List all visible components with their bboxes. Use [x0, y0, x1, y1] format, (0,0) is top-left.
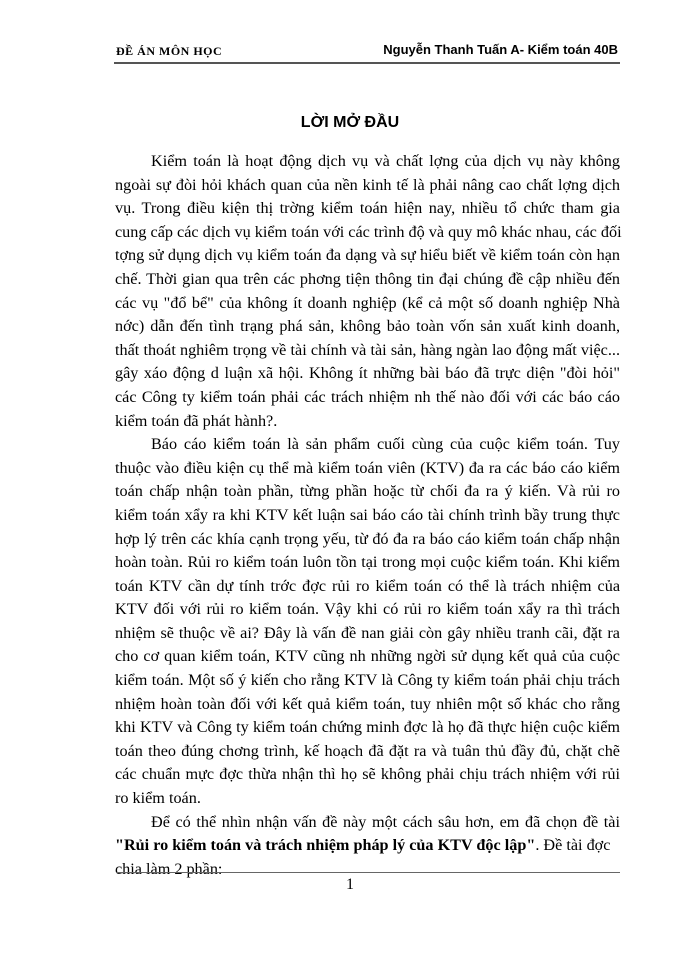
- text-line: chia làm 2 phần:: [115, 859, 223, 878]
- paragraphs: [115, 150, 620, 811]
- text-line: [115, 834, 620, 858]
- text-line: ngoài sự đòi hỏi khách quan của nền kinh tế là phải nâng cao chất lợng dịch: [115, 175, 620, 194]
- text-line: các Công ty kiểm toán phải các trách nhiệm nh thế nào đối với các báo cáo: [115, 387, 620, 406]
- text-line: thuộc vào điều kiện cụ thể mà kiểm toán viên (KTV) đa ra các báo cáo kiểm: [115, 458, 620, 477]
- text-line: cho cơ quan kiểm toán, KTV cũng nh những ngời sử dụng kết quả của cuộc: [115, 647, 620, 666]
- text-line: các vụ "đổ bể" của không ít doanh nghiệp (kể cả một số doanh nghiệp Nhà: [115, 293, 620, 312]
- text-line: khi KTV và Công ty kiểm toán chứng minh đợc là họ đã thực hiện cuộc kiểm: [115, 718, 620, 737]
- page-number: 1: [346, 876, 354, 893]
- text-line: KTV đối với rủi ro kiểm toán. Vậy khi có rủi ro kiểm toán xẩy ra thì trách: [115, 600, 620, 619]
- text-line: tợng sử dụng dịch vụ kiểm toán đa dạng và sự hiểu biết về kiểm toán còn hạn: [115, 246, 620, 265]
- paragraph-intro-topic: [115, 811, 620, 882]
- header-doc-type: ĐỀ ÁN MÔN HỌC: [116, 44, 223, 58]
- topic-title: "Rủi ro kiểm toán và trách nhiệm pháp lý của KTV độc lập": [115, 836, 536, 855]
- footer-divider: [116, 872, 620, 873]
- text-line: cung cấp các dịch vụ kiểm toán với các trình độ và quy mô khác nhau, các đối: [115, 222, 622, 241]
- text-line: Báo cáo kiểm toán là sản phẩm cuối cùng của cuộc kiểm toán. Tuy: [151, 435, 620, 454]
- document-body: [115, 150, 620, 881]
- paragraph: [115, 150, 620, 433]
- text-line: vụ. Trong điều kiện thị trờng kiểm toán hiện nay, nhiều tổ chức tham gia: [115, 199, 620, 218]
- text-line: thất thoát nghiêm trọng về tài chính và tài sản, hàng ngàn lao động mất việc...: [115, 340, 620, 359]
- paragraph: [115, 433, 620, 811]
- text-line: kiểm toán xẩy ra khi KTV kết luận sai báo cáo tài chính trình bầy trung thực: [115, 505, 620, 524]
- text-line: nớc) dẫn đến tình trạng phá sản, không bảo toàn vốn sản xuất kinh doanh,: [115, 317, 620, 336]
- text-line: nhiệm hoàn toàn đối với kết quả kiểm toán, tuy nhiên một số khác cho rằng: [115, 694, 620, 713]
- text-line: các chuẩn mực đợc thừa nhận thì họ sẽ không phải chịu trách nhiệm với rủi: [115, 765, 620, 784]
- text-line: toán KTV cần dự tính trớc đợc rủi ro kiểm toán có thể là trách nhiệm của: [115, 576, 620, 595]
- page-title: LỜI MỞ ĐẦU: [300, 114, 400, 131]
- text-line: Để có thể nhìn nhận vấn đề này một cách sâu hơn, em đã chọn đề tài: [151, 812, 620, 831]
- header-divider: [114, 62, 620, 64]
- text-line: toán chấp nhận toàn phần, từng phần hoặc từ chối đa ra ý kiến. Và rủi ro: [115, 482, 620, 501]
- header-author: Nguyễn Thanh Tuấn A- Kiểm toán 40B: [383, 42, 618, 57]
- text-fragment: . Đề tài đợc: [535, 836, 611, 855]
- text-line: nhiệm sẽ thuộc về ai? Đây là vấn đề nan giải còn gây nhiều tranh cãi, đặt ra: [115, 623, 620, 642]
- text-line: Kiểm toán là hoạt động dịch vụ và chất lợng của dịch vụ này không: [151, 152, 620, 170]
- text-line: toán theo đúng chơng trình, kế hoạch đã đặt ra và tuân thủ đầy đủ, chặt chẽ: [115, 741, 620, 760]
- text-line: kiểm toán. Một số ý kiến cho rằng KTV là Công ty kiểm toán phải chịu trách: [115, 671, 620, 690]
- text-line: hợp lý trên các khía cạnh trọng yếu, từ đó đa ra báo cáo kiểm toán chấp nhận: [115, 529, 620, 548]
- text-line: kiểm toán đã phát hành?.: [115, 411, 278, 430]
- text-line: chế. Thời gian qua trên các phơng tiện thông tin đại chúng đề cập nhiều đến: [115, 269, 620, 288]
- text-line: ro kiểm toán.: [115, 789, 201, 808]
- text-line: gây xáo động d luận xã hội. Không ít những bài báo đã trực diện "đòi hỏi": [115, 364, 620, 383]
- text-line: hoàn toàn. Rủi ro kiểm toán luôn tồn tại trong mọi cuộc kiểm toán. Khi kiểm: [115, 553, 620, 572]
